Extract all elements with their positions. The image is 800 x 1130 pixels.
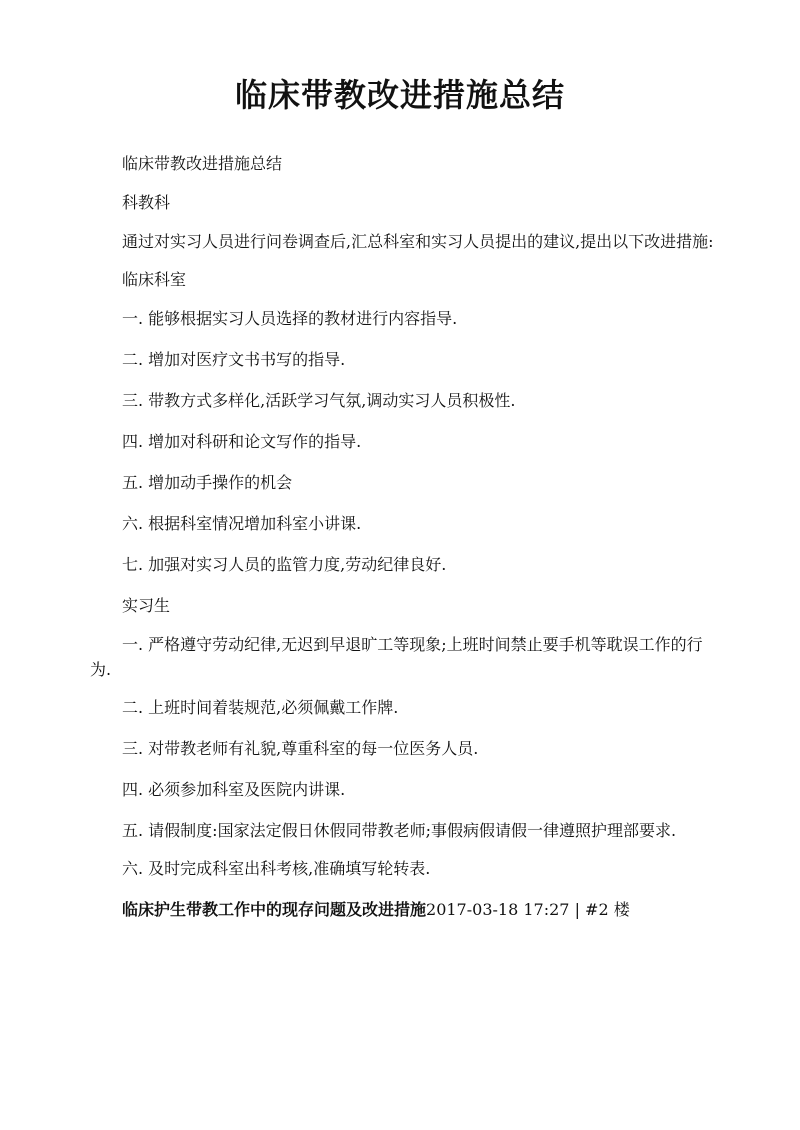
clinical-item-5: 五. 增加动手操作的机会 [122, 473, 293, 492]
clinical-item-7: 七. 加强对实习人员的监管力度,劳动纪律良好. [122, 555, 447, 574]
section-heading-clinical: 临床科室 [122, 270, 187, 289]
paragraph-subtitle: 临床带教改进措施总结 [122, 154, 283, 173]
clinical-item-4: 四. 增加对科研和论文写作的指导. [122, 432, 362, 451]
footer-floor: #2 楼 [585, 900, 630, 919]
intern-item-3: 三. 对带教老师有礼貌,尊重科室的每一位医务人员. [122, 739, 479, 758]
clinical-item-3: 三. 带教方式多样化,活跃学习气氛,调动实习人员积极性. [122, 391, 516, 410]
clinical-item-6: 六. 根据科室情况增加科室小讲课. [122, 514, 362, 533]
footer-title: 临床护生带教工作中的现存问题及改进措施 [122, 900, 427, 919]
intern-item-5: 五. 请假制度:国家法定假日休假同带教老师;事假病假请假一律遵照护理部要求. [122, 821, 677, 840]
footer-line [90, 897, 720, 922]
footer-separator: | [574, 900, 580, 919]
document-body [90, 151, 720, 922]
paragraph-department: 科教科 [122, 193, 171, 212]
document-title: 临床带教改进措施总结 [234, 76, 565, 114]
intern-item-2: 二. 上班时间着装规范,必须佩戴工作牌. [122, 698, 399, 717]
intern-item-6: 六. 及时完成科室出科考核,准确填写轮转表. [122, 859, 431, 878]
clinical-item-2: 二. 增加对医疗文书书写的指导. [122, 350, 346, 369]
clinical-item-1: 一. 能够根据实习人员选择的教材进行内容指导. [122, 309, 458, 328]
paragraph-intro: 通过对实习人员进行问卷调查后,汇总科室和实习人员提出的建议,提出以下改进措施: [122, 232, 714, 251]
intern-item-4: 四. 必须参加科室及医院内讲课. [122, 780, 346, 799]
footer-timestamp: 2017-03-18 17:27 [426, 900, 570, 919]
section-heading-intern: 实习生 [122, 596, 171, 615]
intern-item-1: 一. 严格遵守劳动纪律,无迟到早退旷工等现象;上班时间禁止要手机等耽误工作的行为. [90, 635, 703, 679]
